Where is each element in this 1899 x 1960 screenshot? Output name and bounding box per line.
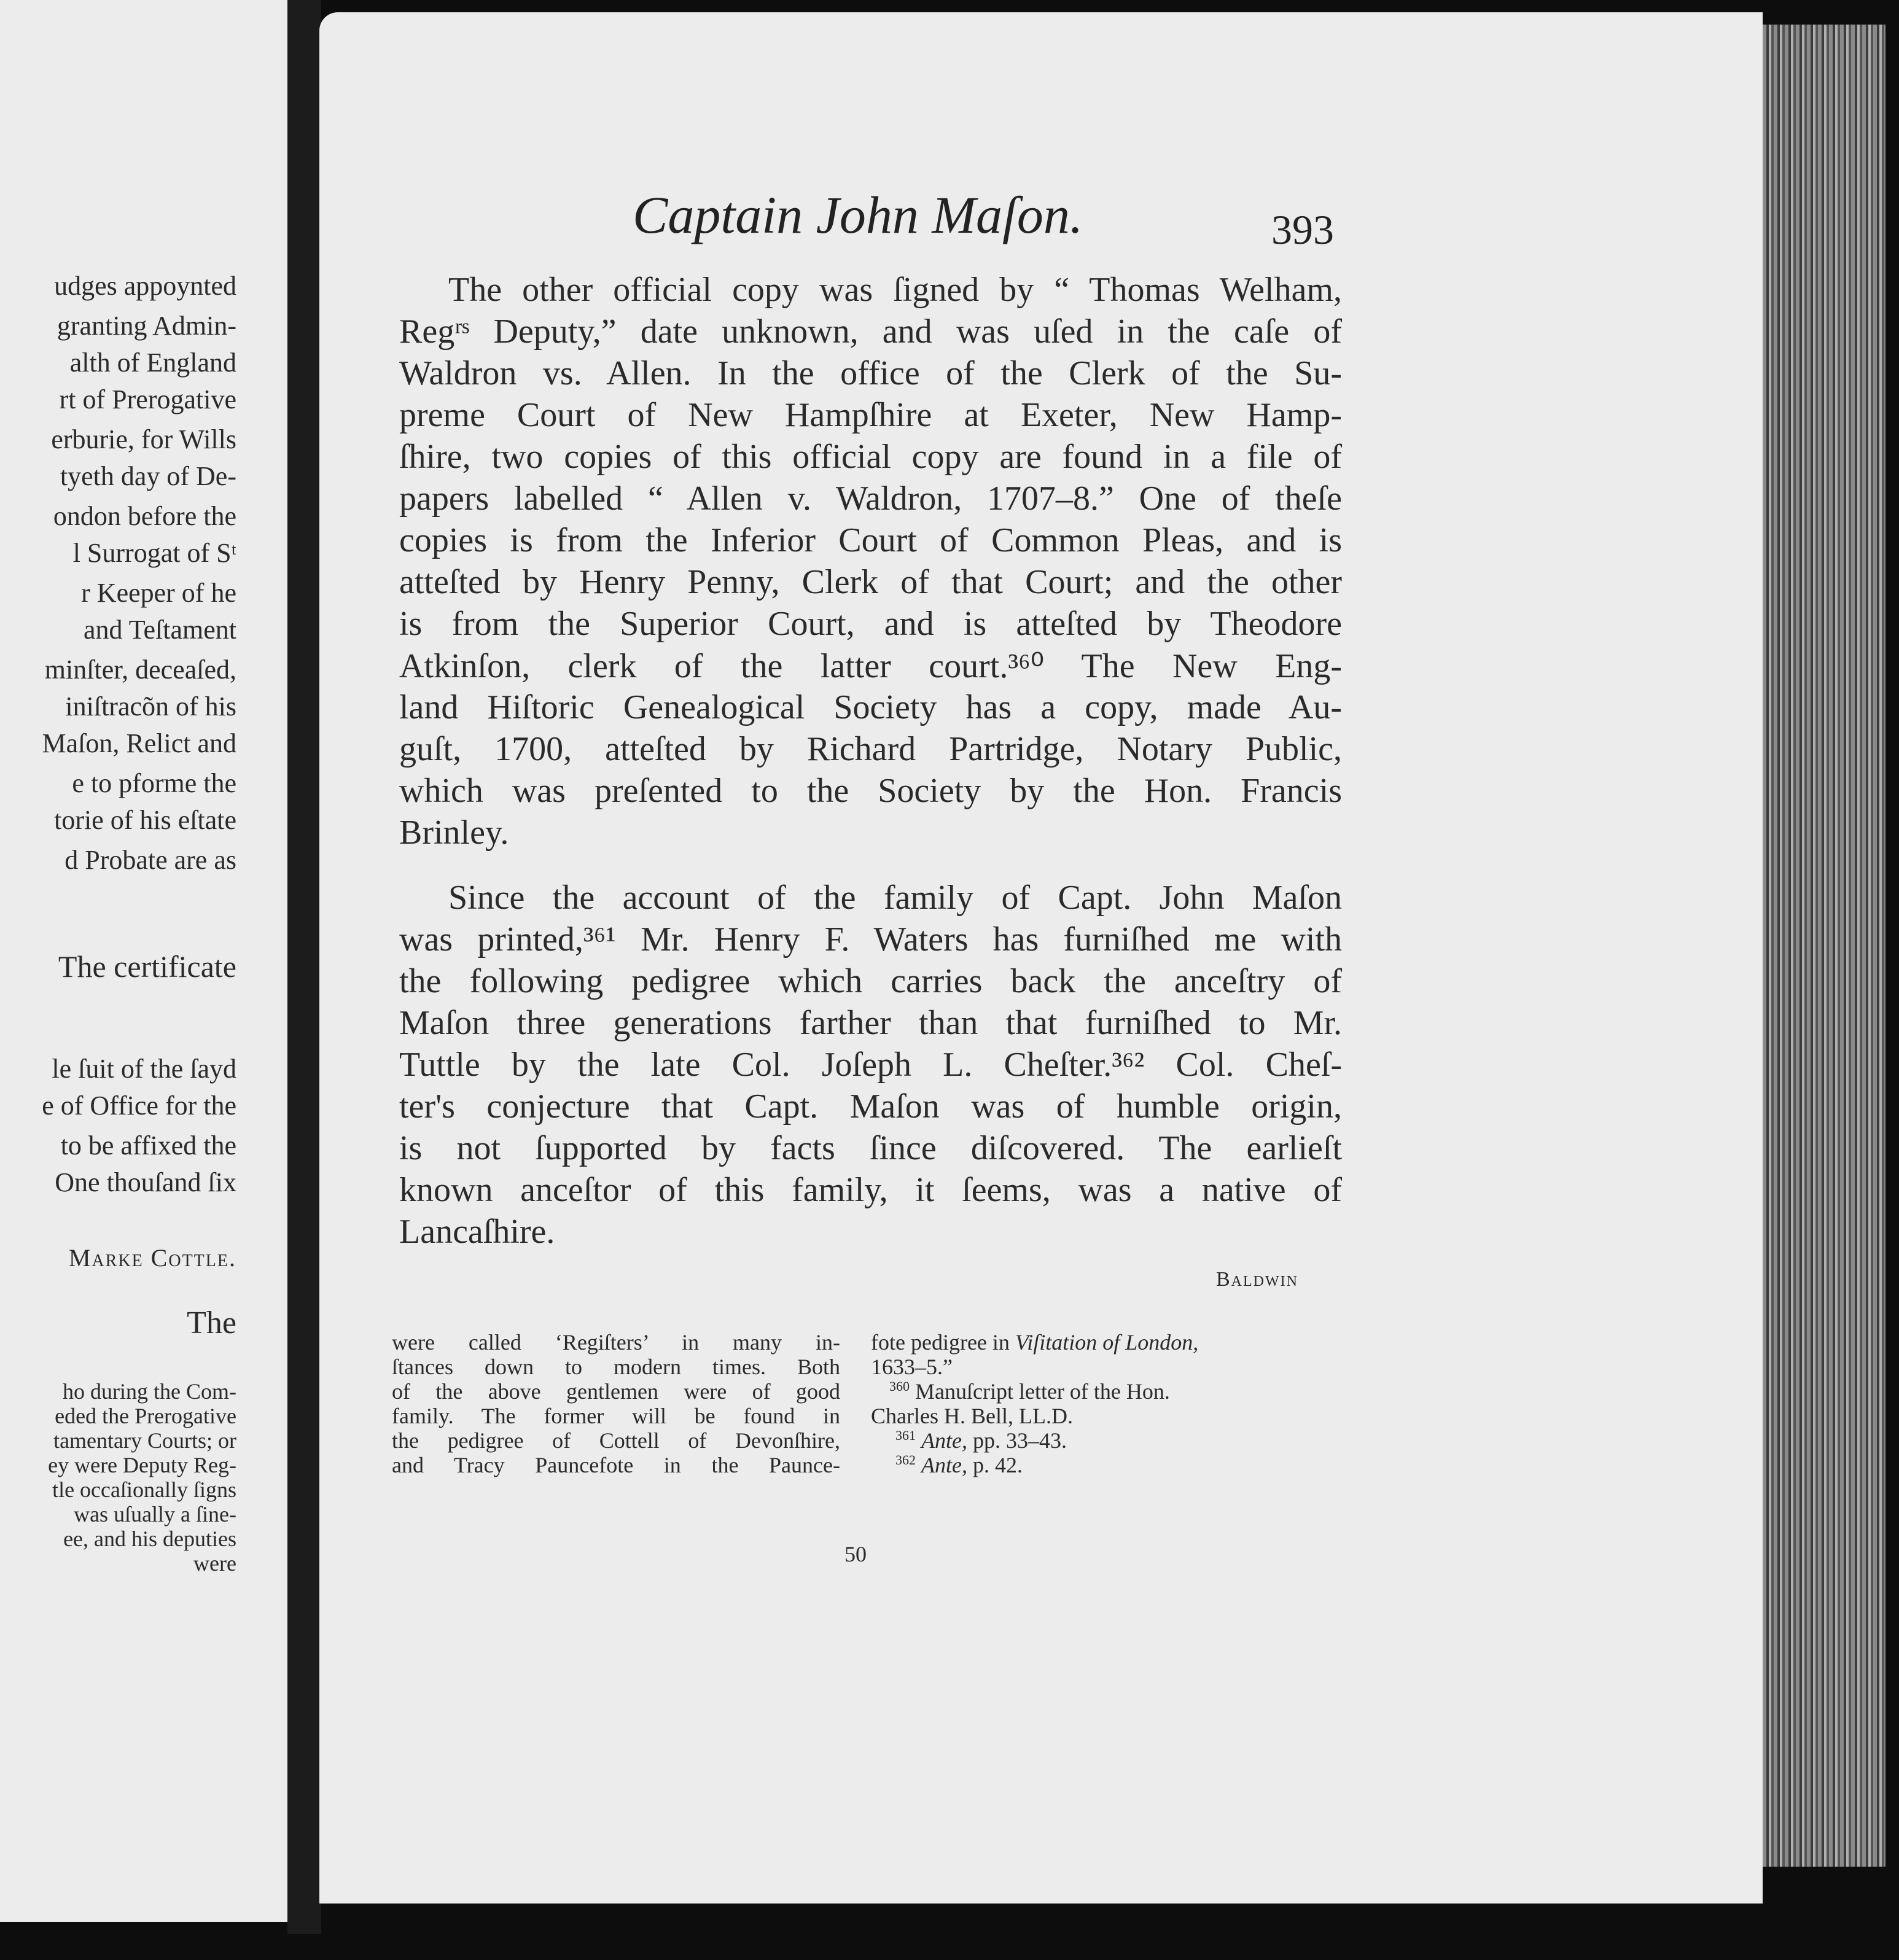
body-text-line: Maſon three generations farther than that furniſhed to Mr. xyxy=(399,1004,1342,1042)
body-text-line: Since the account of the family of Capt. John Maſon xyxy=(448,879,1342,917)
left-page-line: r Keeper of he xyxy=(81,578,236,608)
book-gutter xyxy=(287,0,321,1934)
body-text-line: Waldron vs. Allen. In the office of the Clerk of the Su- xyxy=(399,354,1342,392)
left-page-line: e to pforme the xyxy=(72,768,236,798)
folio-signature: 50 xyxy=(844,1542,867,1566)
body-text-line: the following pedigree which carries back the anceſtry of xyxy=(399,962,1342,1000)
body-text-line: atteſted by Henry Penny, Clerk of that Court; and the other xyxy=(399,563,1342,601)
footnote-continuation-date: 1633–5.” xyxy=(871,1355,953,1379)
left-page-line: udges appoynted xyxy=(54,271,236,301)
left-page-line: to be affixed the xyxy=(60,1130,236,1161)
footnote-360: $^{360}$ Manuſcript letter of the Hon. xyxy=(889,1379,1170,1404)
body-text-line: guſt, 1700, atteſted by Richard Partridge, Notary Public, xyxy=(399,730,1342,768)
footnote-line: ſtances down to modern times. Both xyxy=(392,1355,840,1379)
body-text-line: known anceſtor of this family, it ſeems, was a native of xyxy=(399,1171,1342,1209)
body-text-line: Atkinſon, clerk of the latter court.³⁶⁰ The New Eng- xyxy=(399,647,1342,685)
left-page-line: tyeth day of De- xyxy=(60,461,236,491)
body-text-line: preme Court of New Hampſhire at Exeter, New Hamp- xyxy=(399,396,1342,434)
body-text-line: Regʳˢ Deputy,” date unknown, and was uſed in the caſe of xyxy=(399,313,1342,351)
left-page-footnote-line: eded the Prerogative xyxy=(55,1404,236,1428)
body-text-line: ter's conjecture that Capt. Maſon was of humble origin, xyxy=(399,1087,1342,1126)
body-text-line: Tuttle by the late Col. Joſeph L. Cheſter.³⁶² Col. Cheſ- xyxy=(399,1046,1342,1084)
left-page-footnote-line: were xyxy=(193,1551,236,1576)
footnote-line: the pedigree of Cottell of Devonſhire, xyxy=(392,1428,840,1453)
body-text-line: Lancaſhire. xyxy=(399,1213,555,1251)
body-text-line: Brinley. xyxy=(399,814,509,852)
footnote-362: $^{362}$ Ante, p. 42. xyxy=(895,1452,1023,1477)
body-text-line: was printed,³⁶¹ Mr. Henry F. Waters has furniſhed me with xyxy=(399,920,1342,959)
body-text-line: ſhire, two copies of this official copy are found in a file of xyxy=(399,438,1342,476)
left-page-line: alth of England xyxy=(69,348,236,378)
left-page xyxy=(0,0,289,1922)
left-page-line: e of Office for the xyxy=(42,1091,236,1121)
footnote-line: family. The former will be found in xyxy=(392,1404,840,1428)
page-number: 393 xyxy=(1271,206,1334,253)
body-text-line: which was preſented to the Society by the Hon. Francis xyxy=(399,772,1342,810)
left-page-line: minſter, deceaſed, xyxy=(44,655,236,685)
left-page-line: The xyxy=(187,1305,236,1340)
left-page-footnote-line: ho during the Com- xyxy=(63,1379,236,1404)
footnote-continuation: fote pedigree in Viſitation of London, xyxy=(871,1330,1199,1355)
left-page-footnote-line: was uſually a ſine- xyxy=(74,1502,236,1526)
left-page-line: ondon before the xyxy=(53,501,236,531)
left-page-line: and Teſtament xyxy=(83,615,236,645)
body-text-line: papers labelled “ Allen v. Waldron, 1707–8.” One of theſe xyxy=(399,480,1342,518)
left-page-footnote-line: ee, and his deputies xyxy=(63,1526,236,1551)
footnote-361: $^{361}$ Ante, pp. 33–43. xyxy=(895,1428,1067,1453)
left-page-footnote-line: tle occaſionally ſigns xyxy=(52,1477,236,1502)
left-page-line: erburie, for Wills xyxy=(51,424,236,454)
left-page-line: One thouſand ſix xyxy=(55,1167,236,1197)
author-signature: Baldwin xyxy=(1216,1268,1298,1291)
left-page-line: le ſuit of the ſayd xyxy=(52,1054,236,1084)
body-text-line: is from the Superior Court, and is atteſted by Theodore xyxy=(399,605,1342,643)
left-page-line: rt of Prerogative xyxy=(59,384,236,414)
left-page-footnote-line: ey were Deputy Reg- xyxy=(48,1453,236,1477)
body-text-line: is not ſupported by facts ſince diſcovered. The earlieſt xyxy=(399,1129,1342,1167)
footnote-line: were called ‘Regiſters’ in many in- xyxy=(392,1330,840,1355)
left-page-line: The certificate xyxy=(58,949,236,984)
left-page-line: Maſon, Relict and xyxy=(42,728,236,758)
body-text-line: The other official copy was ſigned by “ Thomas Welham, xyxy=(448,271,1342,309)
footnote-line: and Tracy Pauncefote in the Paunce- xyxy=(392,1453,840,1477)
left-page-footnote-line: tamentary Courts; or xyxy=(53,1428,236,1453)
left-page-line: l Surrogat of Sᵗ xyxy=(72,538,236,568)
left-page-line: iniſtracõn of his xyxy=(65,691,236,721)
running-head-title: Captain John Maſon. xyxy=(633,185,1083,244)
left-page-line: d Probate are as xyxy=(64,845,236,875)
left-page-line: Marke Cottle. xyxy=(68,1244,236,1272)
page-edges xyxy=(1763,25,1885,1867)
left-page-line: torie of his eſtate xyxy=(54,805,236,835)
body-text-line: copies is from the Inferior Court of Common Pleas, and is xyxy=(399,521,1342,559)
footnote-360-cont: Charles H. Bell, LL.D. xyxy=(871,1404,1073,1428)
body-text-line: land Hiſtoric Genealogical Society has a copy, made Au- xyxy=(399,688,1342,726)
footnote-line: of the above gentlemen were of good xyxy=(392,1379,840,1404)
left-page-line: granting Admin- xyxy=(57,311,236,341)
